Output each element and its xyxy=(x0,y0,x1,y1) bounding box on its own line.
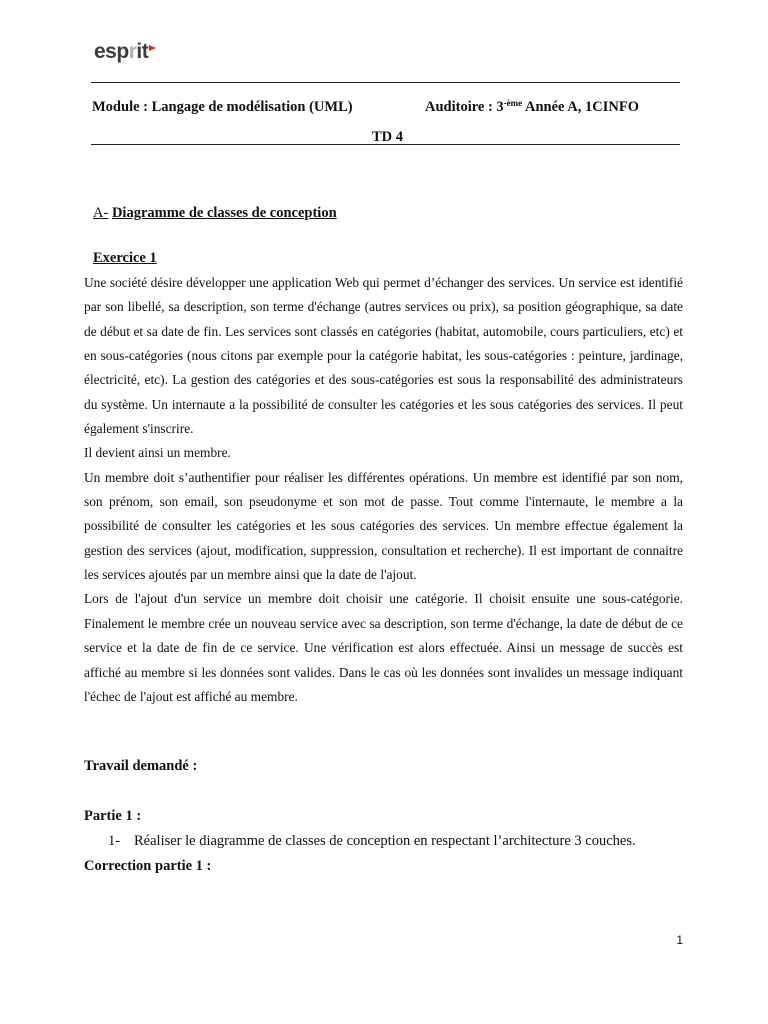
header-bottom-rule xyxy=(91,144,680,145)
correction-heading: Correction partie 1 : xyxy=(84,858,212,874)
logo-arrow-icon xyxy=(149,45,156,51)
esprit-logo: esprit xyxy=(94,38,156,66)
exercise-statement xyxy=(84,271,683,709)
partie-1-heading: Partie 1 : xyxy=(84,808,142,824)
paragraph: Un membre doit s’authentifier pour réaliser les différentes opérations. Un membre est identifié par son nom, son prénom, son email, son pseudonyme et son mot de passe. Tout comme l'internaute, le membre a la possibilité de consulter les catégories et les sous catégories des services. Un membre effectue également la gestion des services (ajout, modification, suppression, consultation et recherche). Il est important de connaitre les services ajoutés par un membre ainsi que la date de l'ajout. xyxy=(84,469,683,583)
paragraph: Une société désire développer une application Web qui permet d’échanger des services. Un service est identifié par son libellé, sa description, son terme d'échange (autres services ou prix), sa position géographique, sa date de début et sa date de fin. Les services sont classés en catégories (habitat, automobile, cours particuliers, etc) et en sous-catégories (nous citons par exemple pour la catégorie habitat, les sous-catégories : peinture, jardinage, électricité, etc). La gestion des catégories et des sous-catégories est sous la responsabilité des administrateurs du système. Un internaute a la possibilité de consulter les catégories et les sous catégories des services. Il peut également s'inscrire. xyxy=(84,275,683,437)
td-number: TD 4 xyxy=(372,129,404,145)
auditoire-info: Auditoire : $3^{-ème}$ Année A, 1CINFO xyxy=(425,98,639,115)
task-item: 1- Réaliser le diagramme de classes de conception en respectant l’architecture 3 couches. xyxy=(108,833,636,849)
header-top-rule xyxy=(91,82,680,83)
section-heading: A- Diagramme de classes de conception xyxy=(93,205,337,221)
travail-demande-heading: Travail demandé : xyxy=(84,758,198,774)
page-number: 1 xyxy=(676,933,683,947)
paragraph: Il devient ainsi un membre. xyxy=(84,445,231,461)
paragraph: Lors de l'ajout d'un service un membre doit choisir une catégorie. Il choisit ensuite une sous-catégorie. Finalement le membre crée un nouveau service avec sa description, son terme d'échange, la date de début de ce service et la date de fin de ce service. Une vérification est alors effectuée. Ainsi un message de succès est affiché au membre si les données sont valides. Dans le cas où les données sont invalides un message indiquant l'échec de l'ajout est affiché au membre. xyxy=(84,591,683,704)
exercise-title: Exercice 1 xyxy=(93,250,157,266)
module-title: Module : Langage de modélisation (UML) xyxy=(92,99,353,115)
